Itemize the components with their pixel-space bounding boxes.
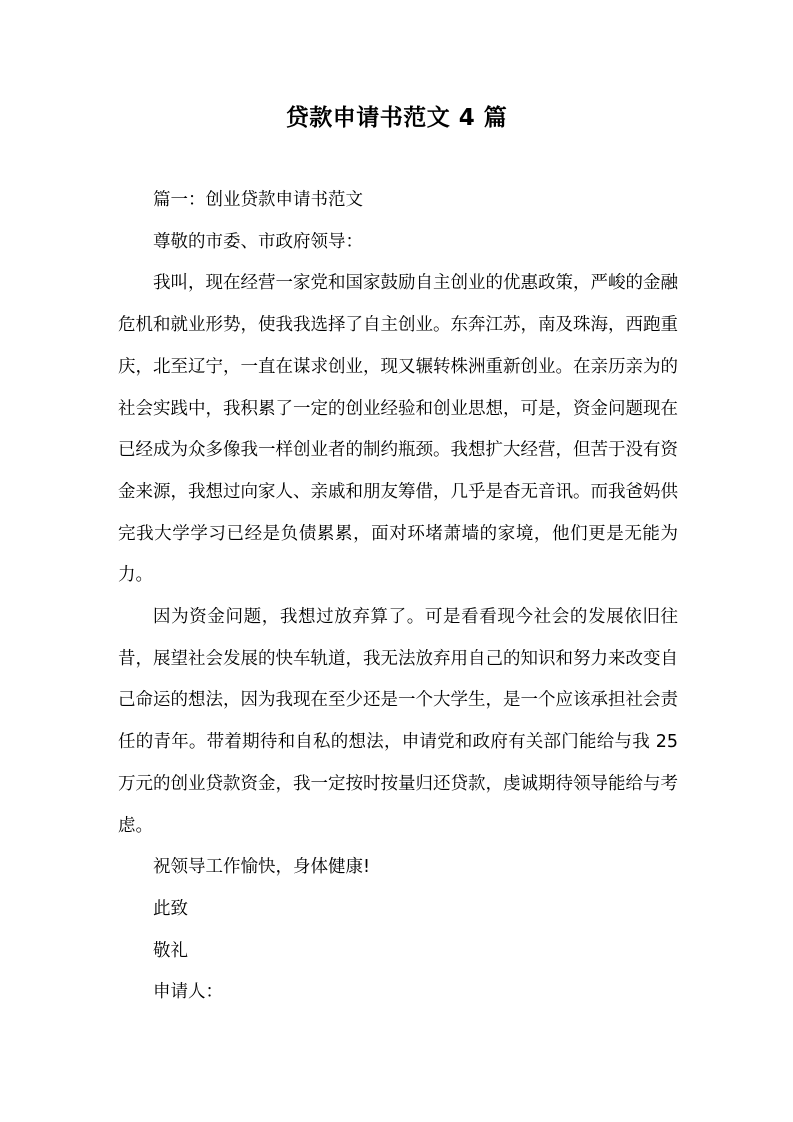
salutation: 尊敬的市委、市政府领导： <box>153 231 363 252</box>
closing-wish: 祝领导工作愉快，身体健康! <box>153 857 371 878</box>
document-body <box>118 180 678 1014</box>
closing-salute: 敬礼 <box>153 940 188 961</box>
section-heading: 篇一：创业贷款申请书范文 <box>153 190 363 210</box>
document-title: 贷款申请书范文 4 篇 <box>285 105 508 131</box>
applicant-label: 申请人： <box>153 982 223 1003</box>
body-paragraph: 因为资金问题，我想过放弃算了。可是看看现今社会的发展依旧往昔，展望社会发展的快车轨道，我无法放弃用自己的知识和努力来改变自己命运的想法，因为我现在至少还是一个大学生，是一个应该承担社会责任的青年。带着期待和自私的想法，申请党和政府有关部门能给与我 25 万元的创业贷款资金，我一定按时按量归还贷款，虔诚期待领导能给与考虑。 <box>118 607 678 836</box>
body-paragraph: 我叫，现在经营一家党和国家鼓励自主创业的优惠政策，严峻的金融危机和就业形势，使我我选择了自主创业。东奔江苏，南及珠海，西跑重庆，北至辽宁，一直在谋求创业，现又辗转株洲重新创业。在亲历亲为的社会实践中，我积累了一定的创业经验和创业思想，可是，资金问题现在已经成为众多像我一样创业者的制约瓶颈。我想扩大经营，但苦于没有资金来源，我想过向家人、亲戚和朋友筹借，几乎是杳无音讯。而我爸妈供完我大学学习已经是负债累累，面对环堵萧墙的家境，他们更是无能为力。 <box>118 273 678 586</box>
closing-phrase: 此致 <box>153 898 188 919</box>
